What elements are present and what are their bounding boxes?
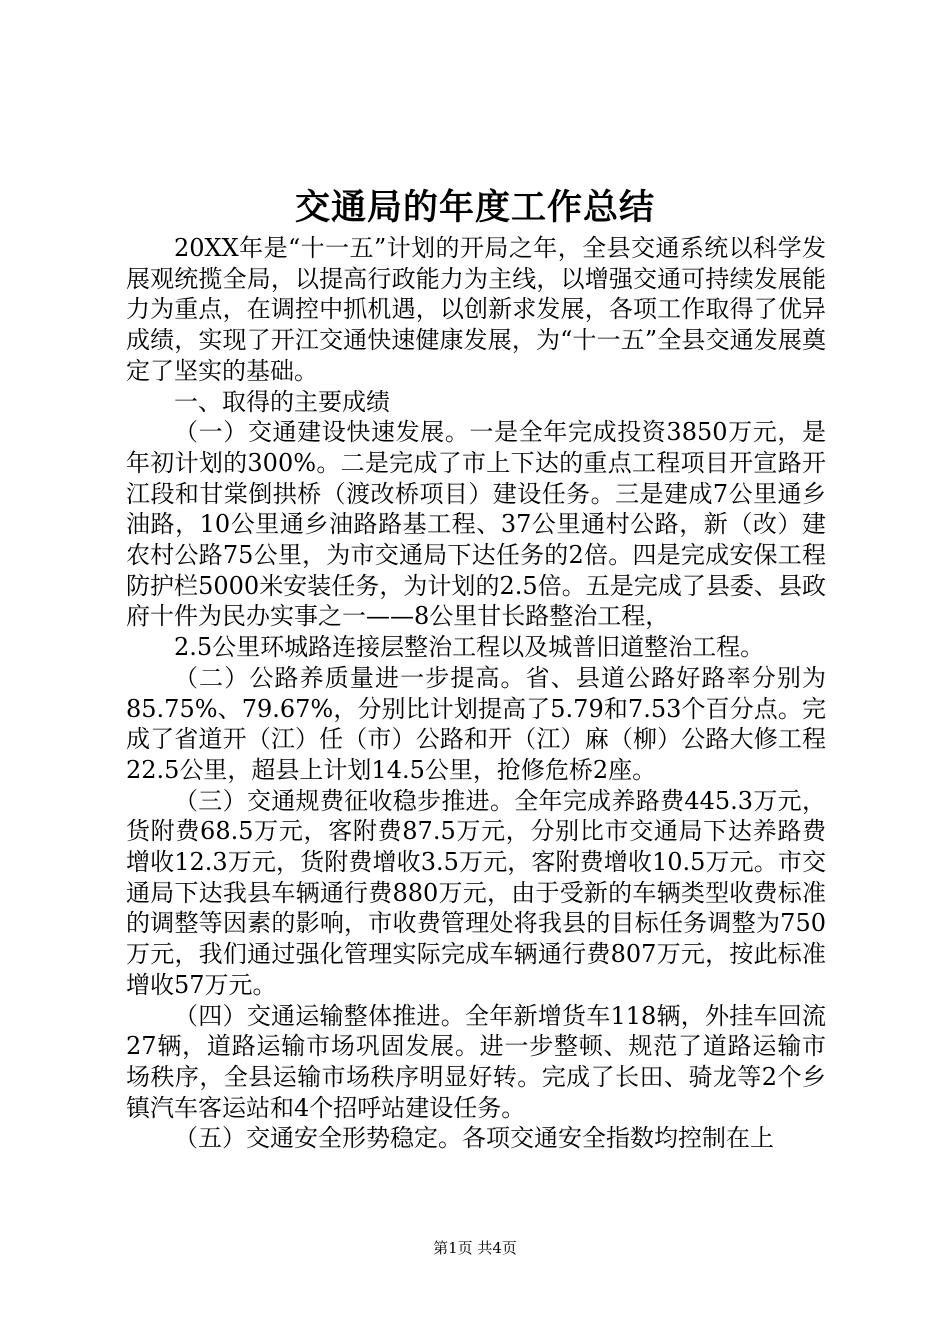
paragraph-fees: （三）交通规费征收稳步推进。全年完成养路费445.3万元，货附费68.5万元，客附费87.5万元，分别比市交通局下达养路费增收12.3万元，货附费增收3.5万元，客附费增收10.5万元。市交通局下达我县车辆通行费880万元，由于受新的车辆类型收费标准的调整等因素的影响，市收费管理处将我县的目标任务调整为750万元，我们通过强化管理实际完成车辆通行费807万元，按此标准增收57万元。 [126,786,826,999]
paragraph-construction: （一）交通建设快速发展。一是全年完成投资3850万元，是年初计划的300%。二是完成了市上下达的重点工程项目开宣路开江段和甘棠倒拱桥（渡改桥项目）建设任务。三是建成7公里通乡油路，10公里通乡油路路基工程、37公里通村公路，新（改）建农村公路75公里，为市交通局下达任务的2倍。四是完成安保工程防护栏5000米安装任务，为计划的2.5倍。五是完成了县委、县政府十件为民办实事之一——8公里甘长路整治工程， [126,418,826,631]
page-footer: 第1页 共4页 [433,1239,517,1257]
paragraph-construction-continued: 2.5公里环城路连接层整治工程以及城普旧道整治工程。 [174,633,765,662]
section-heading-achievements: 一、取得的主要成绩 [174,387,390,416]
document-body [126,233,826,1154]
paragraph-maintenance: （二）公路养质量进一步提高。省、县道公路好路率分别为85.75%、79.67%，分别比计划提高了5.79和7.53个百分点。完成了省道开（江）任（市）公路和开（江）麻（柳）公路大修工程22.5公里，超县上计划14.5公里，抢修危桥2座。 [126,663,826,784]
document-title: 交通局的年度工作总结 [294,187,655,228]
paragraph-transport: （四）交通运输整体推进。全年新增货车118辆，外挂车回流27辆，道路运输市场巩固发展。进一步整顿、规范了道路运输市场秩序，全县运输市场秩序明显好转。完成了长田、骑龙等2个乡镇汽车客运站和4个招呼站建设任务。 [126,1001,826,1122]
paragraph-safety: （五）交通安全形势稳定。各项交通安全指数均控制在上 [174,1124,774,1153]
paragraph-intro: 20XX年是“十一五”计划的开局之年，全县交通系统以科学发展观统揽全局，以提高行政能力为主线，以增强交通可持续发展能力为重点，在调控中抓机遇，以创新求发展，各项工作取得了优异成绩，实现了开江交通快速健康发展，为“十一五”全县交通发展奠定了坚实的基础。 [126,234,826,385]
